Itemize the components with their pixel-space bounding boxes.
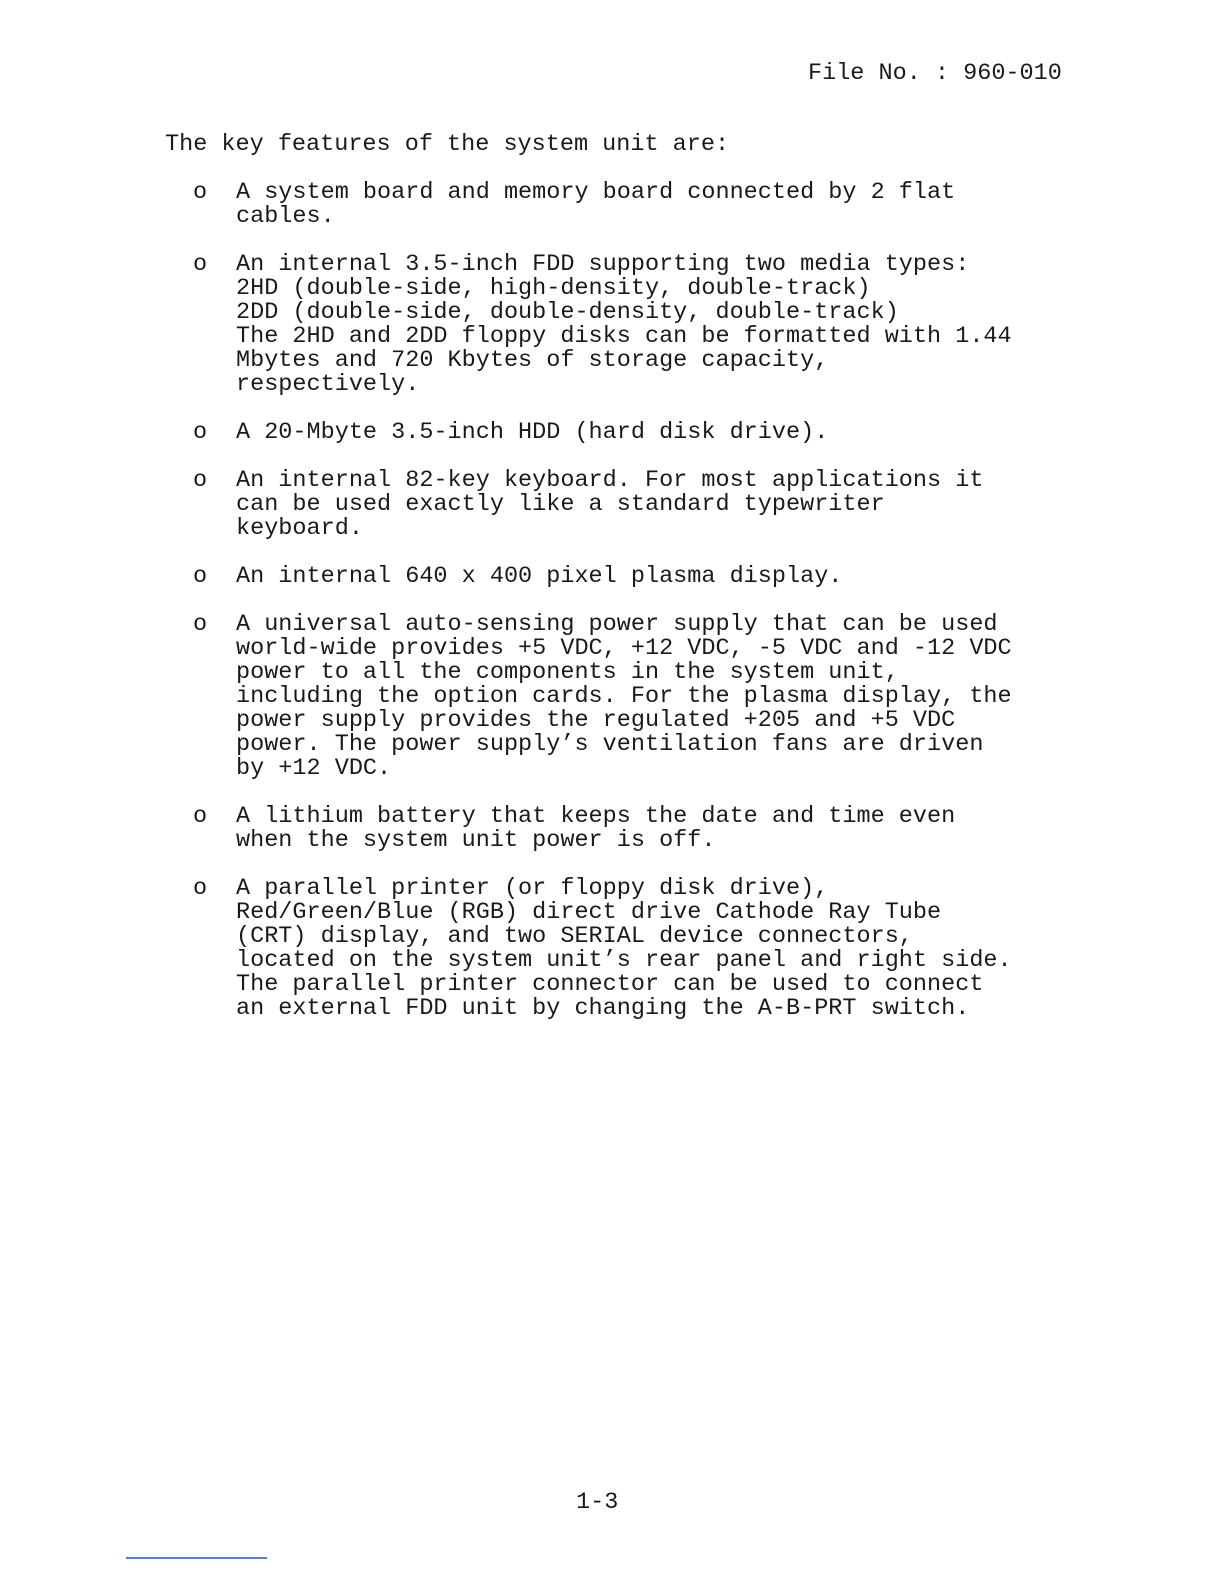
- feature-item: [193, 613, 1093, 781]
- feature-text: [236, 253, 1093, 397]
- feature-line: can be used exactly like a standard typewriter: [236, 491, 885, 518]
- file-number: File No. : 960-010: [808, 60, 1062, 87]
- feature-line: when the system unit power is off.: [236, 827, 716, 854]
- feature-list: [193, 181, 1093, 1045]
- feature-text: [236, 877, 1093, 1021]
- feature-line: power to all the components in the system unit,: [236, 659, 899, 686]
- feature-item: [193, 877, 1093, 1021]
- feature-line: cables.: [236, 203, 335, 230]
- feature-line: including the option cards. For the plasma display, the: [236, 683, 1012, 710]
- feature-line: A system board and memory board connected by 2 flat: [236, 179, 956, 206]
- feature-line: The parallel printer connector can be used to connect: [236, 971, 984, 998]
- feature-line: 2DD (double-side, double-density, double-track): [236, 299, 899, 326]
- bullet-marker: o: [193, 419, 208, 446]
- intro-heading: The key features of the system unit are:: [165, 131, 730, 158]
- bullet-marker: o: [193, 611, 208, 638]
- bullet-marker: o: [193, 563, 208, 590]
- feature-text: [236, 421, 1093, 445]
- feature-line: A universal auto-sensing power supply that can be used: [236, 611, 998, 638]
- feature-line: 2HD (double-side, high-density, double-track): [236, 275, 871, 302]
- feature-item: [193, 421, 1093, 445]
- feature-line: A lithium battery that keeps the date and time even: [236, 803, 956, 830]
- feature-line: The 2HD and 2DD floppy disks can be formatted with 1.44: [236, 323, 1012, 350]
- feature-line: located on the system unit’s rear panel and right side.: [236, 947, 1012, 974]
- feature-item: [193, 181, 1093, 229]
- feature-line: Mbytes and 720 Kbytes of storage capacity,: [236, 347, 829, 374]
- feature-line: Red/Green/Blue (RGB) direct drive Cathode Ray Tube: [236, 899, 942, 926]
- feature-line: respectively.: [236, 371, 420, 398]
- feature-line: world-wide provides +5 VDC, +12 VDC, -5 VDC and -12 VDC: [236, 635, 1012, 662]
- feature-item: [193, 805, 1093, 853]
- feature-line: power supply provides the regulated +205 and +5 VDC: [236, 707, 956, 734]
- bottom-corner-rule: [126, 1557, 267, 1559]
- feature-line: A 20-Mbyte 3.5-inch HDD (hard disk drive).: [236, 419, 829, 446]
- feature-text: [236, 181, 1093, 229]
- feature-item: [193, 565, 1093, 589]
- feature-line: An internal 82-key keyboard. For most applications it: [236, 467, 984, 494]
- bullet-marker: o: [193, 875, 208, 902]
- bullet-marker: o: [193, 179, 208, 206]
- bullet-marker: o: [193, 251, 208, 278]
- feature-line: an external FDD unit by changing the A-B-PRT switch.: [236, 995, 970, 1022]
- feature-text: [236, 613, 1093, 781]
- bullet-marker: o: [193, 467, 208, 494]
- bullet-marker: o: [193, 803, 208, 830]
- feature-line: An internal 640 x 400 pixel plasma display.: [236, 563, 843, 590]
- feature-line: An internal 3.5-inch FDD supporting two media types:: [236, 251, 970, 278]
- feature-item: [193, 253, 1093, 397]
- feature-text: [236, 565, 1093, 589]
- feature-item: [193, 469, 1093, 541]
- feature-line: by +12 VDC.: [236, 755, 392, 782]
- feature-line: (CRT) display, and two SERIAL device connectors,: [236, 923, 913, 950]
- feature-line: A parallel printer (or floppy disk drive),: [236, 875, 829, 902]
- page-number: 1-3: [576, 1489, 619, 1516]
- feature-text: [236, 805, 1093, 853]
- feature-line: keyboard.: [236, 515, 363, 542]
- feature-text: [236, 469, 1093, 541]
- feature-line: power. The power supply’s ventilation fans are driven: [236, 731, 984, 758]
